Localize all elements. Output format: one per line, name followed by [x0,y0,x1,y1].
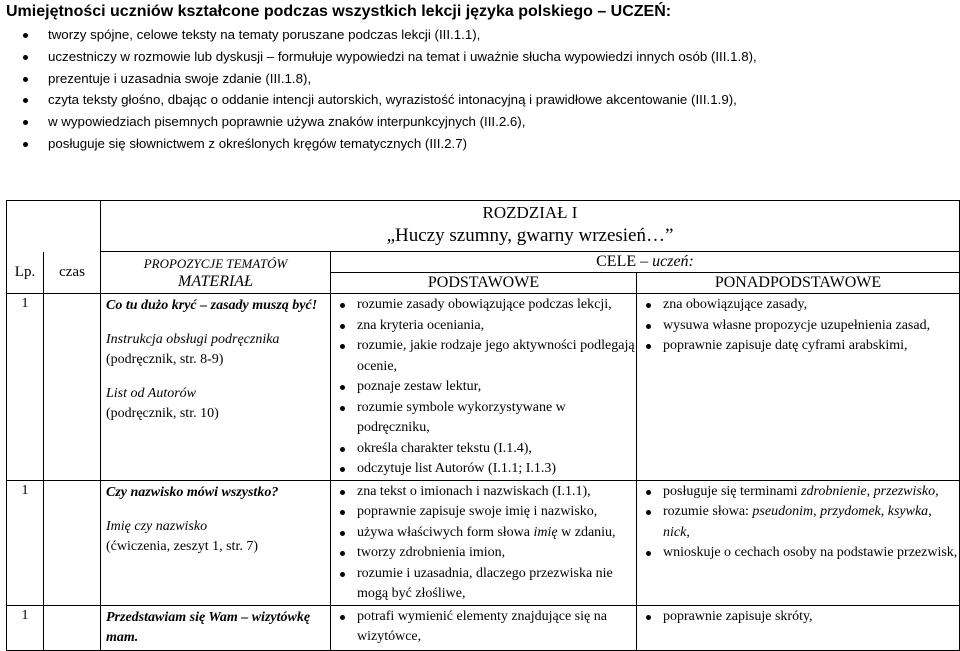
bullet-icon [23,120,28,125]
material-source: (podręcznik, str. 8-9) [106,352,224,367]
bullet-icon [340,531,345,536]
list-item: poprawnie zapisuje skróty, [637,607,959,628]
list-item: posługuje się terminami zdrobnienie, przezwisko, [637,482,959,503]
bullet-icon [340,344,345,349]
bullet-icon [23,55,28,60]
bullet-icon [340,510,345,515]
bullet-icon [646,615,651,620]
topic-cell [101,605,331,650]
list-item: wnioskuje o cechach osoby na podstawie przezwisk, [637,543,959,564]
topic-cell [101,480,331,605]
bullet-icon [340,551,345,556]
list-item: tworzy spójne, celowe teksty na tematy poruszane podczas lekcji (III.1.1), [6,24,956,46]
bullet-icon [340,324,345,329]
material-source: (podręcznik, str. 10) [106,406,219,421]
list-item: rozumie i uzasadnia, dlaczego przezwiska nie mogą być złośliwe, [331,564,636,605]
basic-goals-cell [331,294,637,481]
bullet-icon [646,344,651,349]
row-number: 1 [7,294,44,481]
lesson-plan-table [6,200,960,651]
list-item: rozumie słowa: pseudonim, przydomek, ksywka, nick, [637,502,959,543]
bullet-icon [340,406,345,411]
list-item: prezentuje i uzasadnia swoje zdanie (III.1.8), [6,68,956,90]
row-number: 1 [7,480,44,605]
list-item: rozumie zasady obowiązujące podczas lekcji, [331,295,636,316]
bullet-icon [340,615,345,620]
material-title: Imię czy nazwisko [106,518,208,534]
bullet-icon [340,385,345,390]
list-item: rozumie, jakie rodzaje jego aktywności podlegają ocenie, [331,336,636,377]
bullet-icon [646,510,651,515]
header-topics: PROPOZYCJE TEMATÓW MATERIAŁ [101,252,331,294]
intro-title: Umiejętności uczniów kształcone podczas wszystkich lekcji języka polskiego – UCZEŃ: [6,3,672,20]
basic-goals-cell [331,480,637,605]
material-title: List od Autorów [106,386,196,401]
bullet-icon [23,142,28,147]
list-item: rozumie symbole wykorzystywane w podręczniku, [331,398,636,439]
list-item: potrafi wymienić elementy znajdujące się na wizytówce, [331,607,636,648]
table-row [7,294,960,481]
bullet-icon [646,490,651,495]
bullet-icon [646,303,651,308]
material-source: (ćwiczenia, zeszyt 1, str. 7) [106,538,258,554]
list-item: poprawnie zapisuje datę cyframi arabskimi, [637,336,959,357]
advanced-goals-cell [637,294,960,481]
bullet-icon [340,572,345,577]
list-item: w wypowiedziach pisemnych poprawnie używa znaków interpunkcyjnych (III.2.6), [6,111,956,133]
table-row [7,480,960,605]
table-row [7,605,960,650]
advanced-goals-cell [637,480,960,605]
bullet-icon [340,303,345,308]
list-item: zna kryteria oceniania, [331,316,636,337]
material-title: Instrukcja obsługi podręcznika [106,332,280,347]
topic-title: Co tu dużo kryć – zasady muszą być! [106,298,318,313]
list-item: czyta teksty głośno, dbając o oddanie intencji autorskich, wyrazistość intonacyjną i prawidłowe akcentowanie (III.1.9), [6,89,956,111]
list-item: tworzy zdrobnienia imion, [331,543,636,564]
topic-title: Przedstawiam się Wam – wizytówkę mam. [106,609,311,645]
list-item: zna obowiązujące zasady, [637,295,959,316]
header-lp: Lp. [7,252,44,294]
row-number: 1 [7,605,44,650]
bullet-icon [340,447,345,452]
list-item: poprawnie zapisuje swoje imię i nazwisko, [331,502,636,523]
header-goals: CELE – uczeń: [331,252,960,273]
bullet-icon [646,551,651,556]
list-item: zna tekst o imionach i nazwiskach (I.1.1), [331,482,636,503]
list-item: posługuje się słownictwem z określonych kręgów tematycznych (III.2.7) [6,133,956,155]
bullet-icon [23,77,28,82]
list-item: poznaje zestaw lektur, [331,377,636,398]
bullet-icon [23,33,28,38]
intro-section [6,2,956,155]
header-czas: czas [44,252,101,294]
bullet-icon [340,467,345,472]
bullet-icon [646,324,651,329]
list-item: określa charakter tekstu (I.1.4), [331,439,636,460]
list-item: wysuwa własne propozycje uzupełnienia zasad, [637,316,959,337]
skills-list [6,24,956,155]
list-item: odczytuje list Autorów (I.1.1; I.1.3) [331,459,636,480]
list-item: uczestniczy w rozmowie lub dyskusji – formułuje wypowiedzi na temat i uważnie słucha wypowiedzi innych osób (III.1.8), [6,46,956,68]
bullet-icon [340,490,345,495]
topic-cell [101,294,331,481]
unit-title: ROZDZIAŁ I „Huczy szumny, gwarny wrzesień…” [101,201,960,252]
header-advanced: PONADPODSTAWOWE [637,273,960,294]
bullet-icon [23,98,28,103]
list-item: używa właściwych form słowa imię w zdaniu, [331,523,636,544]
advanced-goals-cell [637,605,960,650]
topic-title: Czy nazwisko mówi wszystko? [106,484,279,500]
basic-goals-cell [331,605,637,650]
header-basic: PODSTAWOWE [331,273,637,294]
